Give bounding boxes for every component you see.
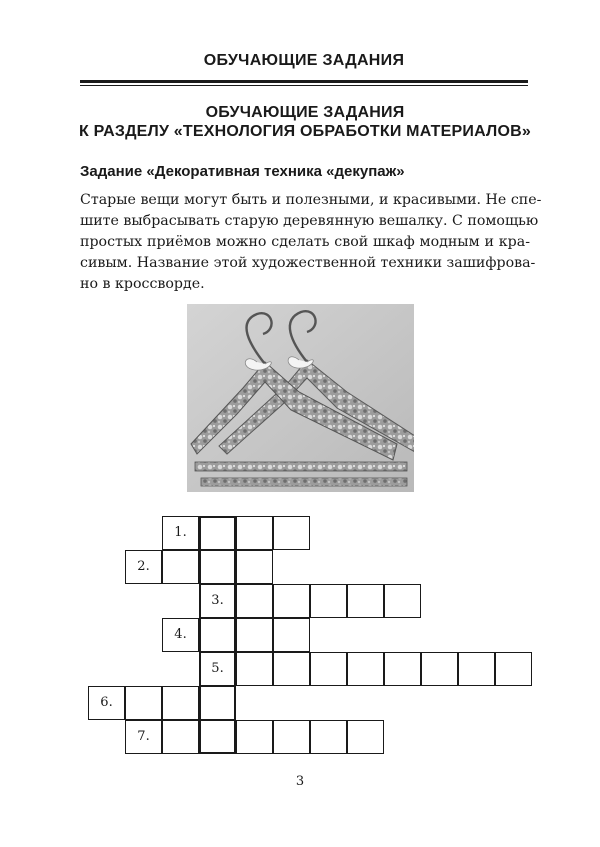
crossword-clue-number: 6. — [88, 686, 125, 720]
crossword-cell[interactable] — [162, 686, 199, 720]
crossword-key-cell[interactable] — [199, 550, 236, 584]
crossword-clue-number: 1. — [162, 516, 199, 550]
crossword-cell[interactable] — [273, 584, 310, 618]
decoupage-hangers-photo — [187, 304, 414, 492]
header-rule-thin — [80, 85, 528, 86]
section-title — [60, 103, 550, 141]
task-text-line: шите выбрасывать старую деревянную вешалку. С помощью — [80, 213, 539, 229]
crossword-cell[interactable] — [273, 618, 310, 652]
task-text-line: Старые вещи могут быть и полезными, и красивыми. Не спе- — [80, 192, 542, 208]
crossword-cell[interactable] — [273, 516, 310, 550]
crossword-clue-number: 7. — [125, 720, 162, 754]
crossword-cell[interactable] — [347, 652, 384, 686]
crossword-clue-number: 4. — [162, 618, 199, 652]
crossword-cell[interactable] — [421, 652, 458, 686]
task-text-line: но в кроссворде. — [80, 276, 205, 292]
crossword-cell[interactable] — [384, 584, 421, 618]
header-rule-thick — [80, 80, 528, 83]
crossword-cell[interactable] — [125, 686, 162, 720]
crossword-key-cell[interactable] — [199, 720, 236, 754]
task-text-line: простых приёмов можно сделать свой шкаф модным и кра- — [80, 234, 530, 250]
crossword-cell[interactable] — [162, 550, 199, 584]
task-text-line: сивым. Название этой художественной техники зашифрова- — [80, 255, 536, 271]
section-title-line-2: К РАЗДЕЛУ «ТЕХНОЛОГИЯ ОБРАБОТКИ МАТЕРИАЛОВ» — [79, 123, 531, 140]
section-title-line-1: ОБУЧАЮЩИЕ ЗАДАНИЯ — [205, 104, 405, 121]
page-number: 3 — [295, 774, 305, 789]
crossword-key-cell[interactable] — [199, 516, 236, 550]
crossword-cell[interactable] — [347, 584, 384, 618]
crossword-cell[interactable] — [347, 720, 384, 754]
running-header: ОБУЧАЮЩИЕ ЗАДАНИЯ — [203, 52, 405, 69]
crossword-cell[interactable] — [495, 652, 532, 686]
crossword-cell[interactable] — [236, 652, 273, 686]
crossword-clue-number: 2. — [125, 550, 162, 584]
crossword-key-cell[interactable] — [199, 618, 236, 652]
crossword-cell[interactable] — [236, 550, 273, 584]
crossword-cell[interactable] — [310, 584, 347, 618]
crossword-key-cell: 3. — [199, 584, 236, 618]
crossword-cell[interactable] — [236, 720, 273, 754]
crossword-cell[interactable] — [273, 720, 310, 754]
crossword-cell[interactable] — [273, 652, 310, 686]
task-title: Задание «Декоративная техника «декупаж» — [80, 163, 405, 180]
crossword-key-cell: 5. — [199, 652, 236, 686]
task-text — [80, 190, 542, 295]
crossword-cell[interactable] — [236, 584, 273, 618]
crossword-cell[interactable] — [236, 516, 273, 550]
crossword-cell[interactable] — [310, 720, 347, 754]
crossword-cell[interactable] — [310, 652, 347, 686]
crossword-key-cell[interactable] — [199, 686, 236, 720]
crossword-cell[interactable] — [458, 652, 495, 686]
crossword-cell[interactable] — [384, 652, 421, 686]
crossword-cell[interactable] — [162, 720, 199, 754]
crossword-cell[interactable] — [236, 618, 273, 652]
